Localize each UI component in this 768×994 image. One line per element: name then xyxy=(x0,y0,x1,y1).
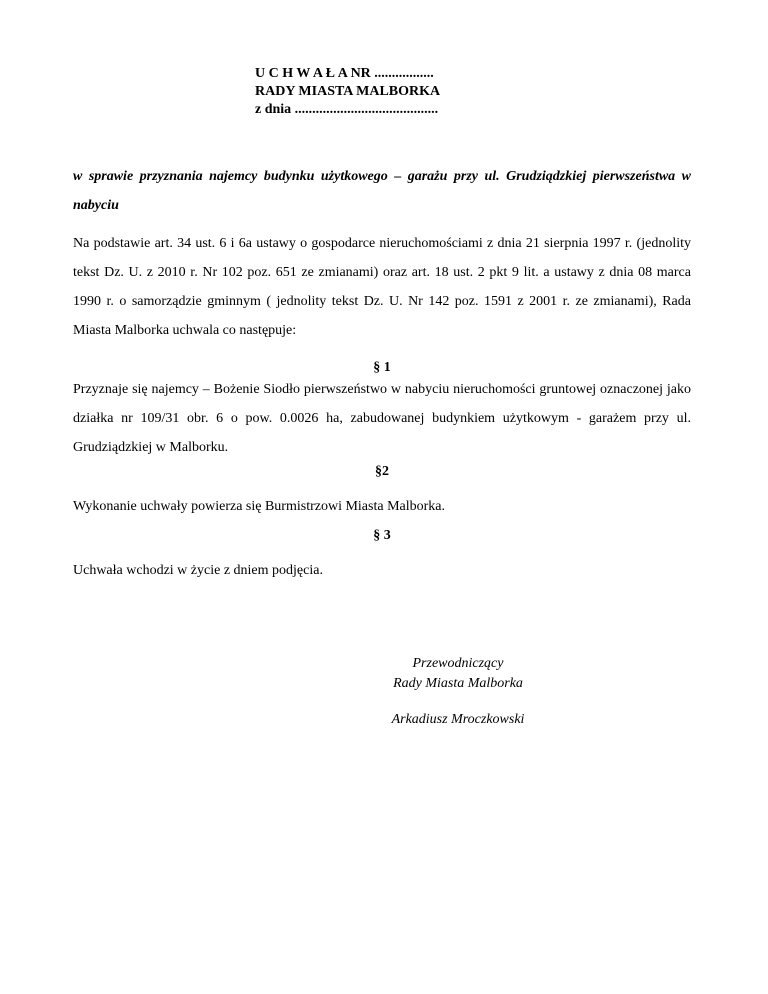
section-3-text: Uchwała wchodzi w życie z dniem podjęcia. xyxy=(73,563,323,578)
resolution-date: z dnia ......................................... xyxy=(255,102,439,117)
section-2-text: Wykonanie uchwały powierza się Burmistrzowi Miasta Malborka. xyxy=(73,499,445,514)
section-1-heading: § 1 xyxy=(373,360,391,375)
signatory-name: Arkadiusz Mroczkowski xyxy=(391,712,525,727)
section-1-text: Przyznaje się najemcy – Bożenie Siodło pierwszeństwo w nabyciu nieruchomości gruntowej oznaczonej jako działka nr 109/31 obr. 6 o pow. 0.0026 ha, zabudowanej budynkiem użytkowym - garażem przy ul. Grudziądzkiej w Malborku. xyxy=(73,382,691,455)
section-3-heading: § 3 xyxy=(373,528,391,543)
signature-council: Rady Miasta Malborka xyxy=(393,676,523,691)
resolution-header xyxy=(255,65,440,119)
resolution-subject: w sprawie przyznania najemcy budynku użytkowego – garażu przy ul. Grudziądzkiej pierwszeństwa w nabyciu xyxy=(73,169,691,213)
resolution-number: U C H W A Ł A NR ................. xyxy=(255,66,434,81)
council-name: RADY MIASTA MALBORKA xyxy=(255,84,441,99)
legal-basis-paragraph: Na podstawie art. 34 ust. 6 i 6a ustawy o gospodarce nieruchomościami z dnia 21 sierpnia 1997 r. (jednolity tekst Dz. U. z 2010 r. Nr 102 poz. 651 ze zmianami) oraz art. 18 ust. 2 pkt 9 lit. a ustawy z dnia 08 marca 1990 r. o samorządzie gminnym ( jednolity tekst Dz. U. Nr 142 poz. 1591 z 2001 r. ze zmianami), Rada Miasta Malborka uchwala co następuje: xyxy=(73,236,691,338)
signature-title: Przewodniczący xyxy=(412,656,504,671)
section-2-heading: §2 xyxy=(375,464,389,479)
signature-block xyxy=(340,654,576,730)
